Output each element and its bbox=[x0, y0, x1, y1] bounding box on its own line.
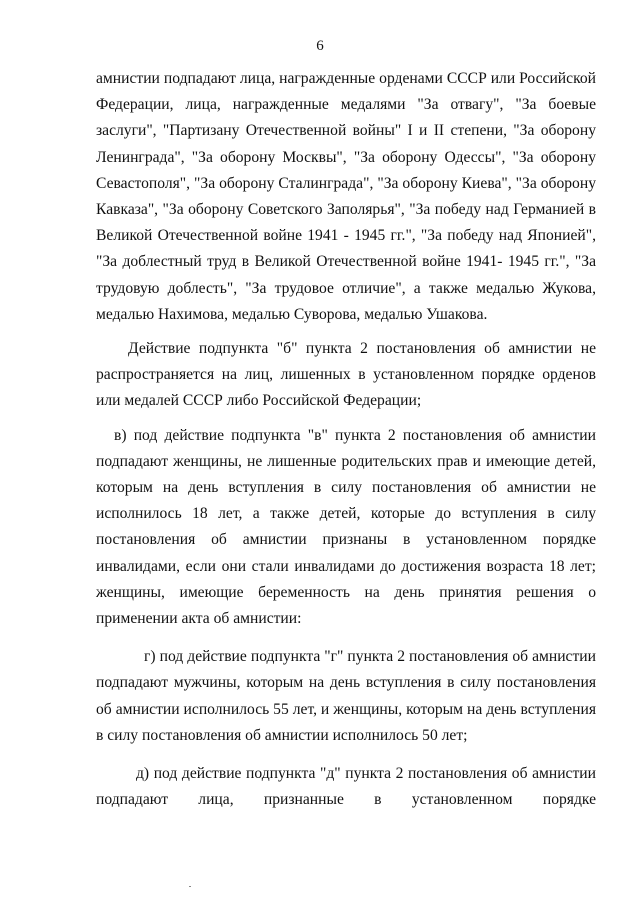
paragraph-item-d: д) под действие подпункта "д" пункта 2 постановления об амнистии подпадают лица, признанные в установленном порядке bbox=[96, 765, 596, 809]
document-body bbox=[96, 66, 596, 813]
paragraph-exclusion-b: Действие подпункта "б" пункта 2 постановления об амнистии не распространяется на лиц, лишенных в установленном порядке орденов или медалей СССР либо Российской Федерации; bbox=[96, 340, 596, 410]
paragraph-item-v: в) под действие подпункта "в" пункта 2 постановления об амнистии подпадают женщины, не лишенные родительских прав и имеющие детей, которым на день вступления в силу постановления об амнистии не исполнилось 18 лет, а также детей, которые до вступления в силу постановления об амнистии признаны в установленном порядке инвалидами, если они стали инвалидами до достижения возраста 18 лет; женщины, имеющие беременность на день принятия решения о применении акта об амнистии: bbox=[96, 426, 596, 628]
scan-artifact-dot bbox=[189, 886, 191, 887]
page-number: 6 bbox=[316, 38, 324, 54]
paragraph-medals-list: амнистии подпадают лица, награжденные орденами СССР или Российской Федерации, лица, награжденные медалями "За отвагу", "За боевые заслуги", "Партизану Отечественной войны" I и II степени, "За оборону Ленинграда", "За оборону Москвы", "За оборону Одессы", "За оборону Севастополя", "За оборону Сталинграда", "За оборону Киева", "За оборону Кавказа", "За оборону Советского Заполярья", "За победу над Германией в Великой Отечественной войне 1941 - 1945 гг.", "За победу над Японией", "За доблестный труд в Великой Отечественной войне 1941- 1945 гг.", "За трудовую доблесть", "За трудовое отличие", а также медалью Жукова, медалью Нахимова, медалью Суворова, медалью Ушакова. bbox=[96, 70, 596, 323]
paragraph-item-g: г) под действие подпункта "г" пункта 2 постановления об амнистии подпадают мужчины, которым на день вступления в силу постановления об амнистии исполнилось 55 лет, и женщины, которым на день вступления в силу постановления об амнистии исполнилось 50 лет; bbox=[96, 648, 596, 744]
